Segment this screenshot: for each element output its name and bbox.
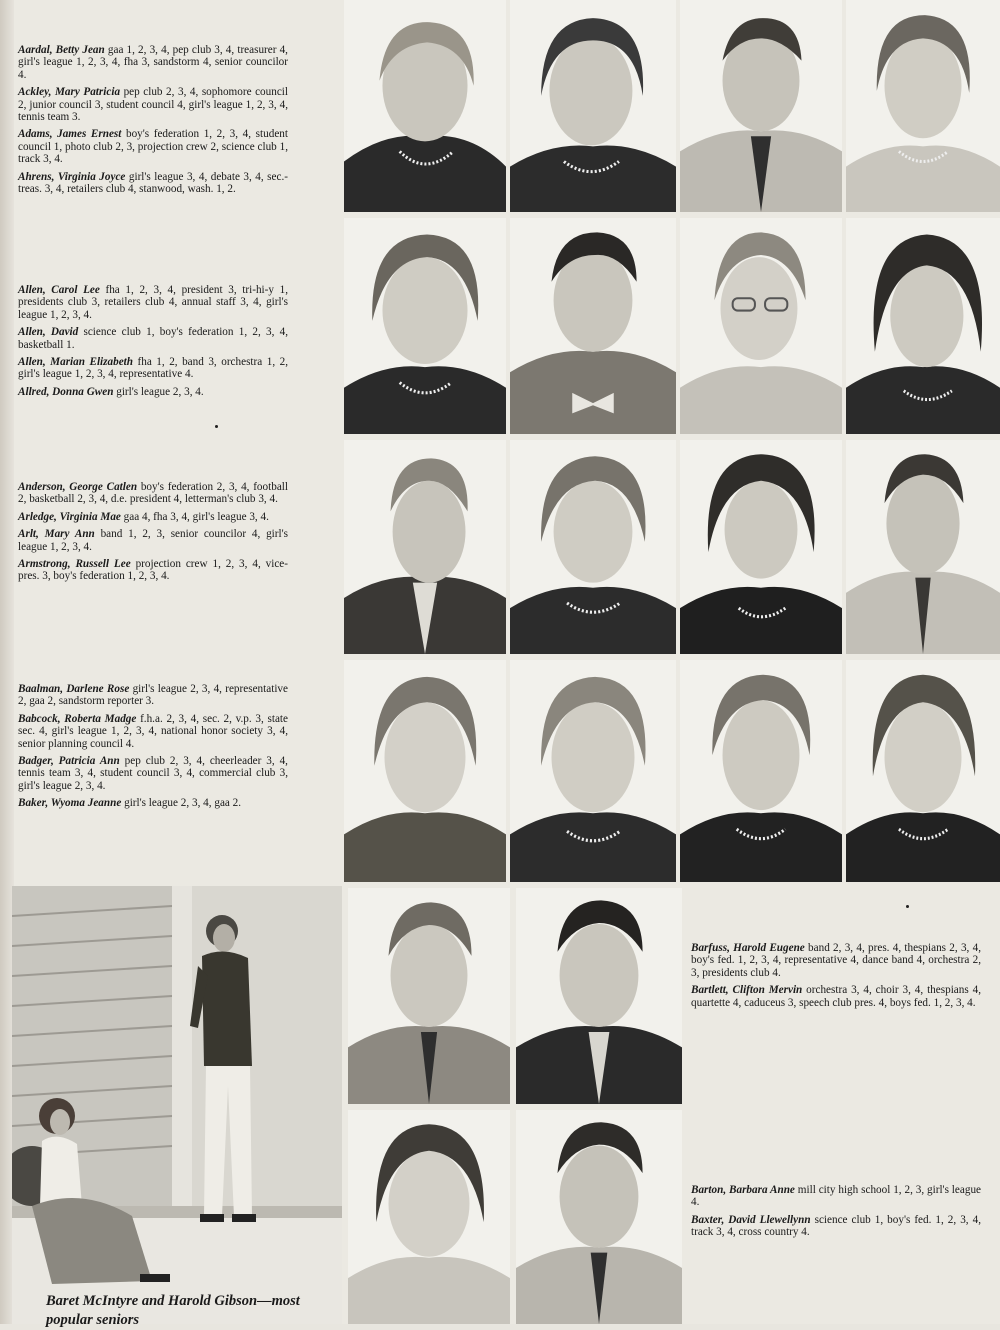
candid-photo-popular-seniors [12, 886, 342, 1324]
bio-entry: Babcock, Roberta Madge f.h.a. 2, 3, 4, sec. 2, v.p. 3, state sec. 4, girl's league 1, 2, 3, 4, national honor society 3, 4, senior planning council 4. [18, 712, 289, 750]
portrait-photo [516, 888, 682, 1104]
portrait-photo [348, 1110, 510, 1324]
senior-bios-group-2 [18, 284, 288, 403]
senior-bios-group-6 [691, 1184, 981, 1244]
portrait-photo [846, 660, 1000, 882]
bio-entry: Ahrens, Virginia Joyce girl's league 3, 4, debate 3, 4, sec.-treas. 3, 4, retailers club 4, stanwood, wash. 1, 2. [18, 170, 288, 196]
bio-entry: Barton, Barbara Anne mill city high school 1, 2, 3, girl's league 4. [691, 1184, 982, 1209]
senior-bios-group-3 [18, 481, 288, 588]
bio-entry: Allred, Donna Gwen girl's league 2, 3, 4. [18, 385, 204, 398]
candid-photo-caption: Baret McIntyre and Harold Gibson—most popular seniors [46, 1293, 300, 1328]
bio-entry: Arlt, Mary Ann band 1, 2, 3, senior councilor 4, girl's league 1, 2, 3, 4. [18, 528, 288, 553]
senior-bios-group-5 [691, 942, 981, 1014]
portrait-photo [344, 660, 506, 882]
bio-entry: Anderson, George Catlen boy's federation 2, 3, 4, football 2, basketball 2, 3, 4, d.e. president 4, letterman's club 3, 4. [18, 481, 289, 506]
bio-entry: Barfuss, Harold Eugene band 2, 3, 4, pres. 4, thespians 2, 3, 4, boy's fed. 1, 2, 3, 4, representative 4, dance band 4, orchestra 2, 3, presidents club 4. [691, 942, 981, 979]
portrait-photo [344, 218, 506, 434]
bio-entry: Armstrong, Russell Lee projection crew 1, 2, 3, 4, vice-pres. 3, boy's federation 1, 2, 3, 4. [18, 558, 288, 583]
portrait-photo [344, 0, 506, 212]
portrait-photo [344, 440, 506, 654]
portrait-photo [680, 218, 842, 434]
bio-entry: Bartlett, Clifton Mervin orchestra 3, 4, choir 3, 4, thespians 4, quartette 4, caduceus 3, speech club pres. 4, boys fed. 1, 2, 3, 4. [691, 984, 981, 1009]
portrait-photo [510, 440, 676, 654]
bio-entry: Arledge, Virginia Mae gaa 4, fha 3, 4, girl's league 3, 4. [18, 510, 269, 523]
portrait-photo [846, 440, 1000, 654]
bio-entry: Allen, Marian Elizabeth fha 1, 2, band 3, orchestra 1, 2, girl's league 1, 2, 3, 4, representative 4. [18, 356, 289, 381]
bio-entry: Allen, David science club 1, boy's federation 1, 2, 3, 4, basketball 1. [18, 326, 288, 351]
bio-entry: Badger, Patricia Ann pep club 2, 3, 4, cheerleader 3, 4, tennis team 3, 4, student council 3, 4, commercial club 3, girl's league 2, 3, 4. [18, 755, 288, 792]
portrait-photo [510, 218, 676, 434]
bio-entry: Allen, Carol Lee fha 1, 2, 3, 4, president 3, tri-hi-y 1, presidents club 3, retailers club 4, annual staff 3, 4, girl's league 1, 2, 3, 4. [18, 284, 288, 321]
bio-entry: Baalman, Darlene Rose girl's league 2, 3, 4, representative 2, gaa 2, sandstorm reporter 3. [18, 683, 288, 708]
portrait-photo [348, 888, 510, 1104]
bio-entry: Ackley, Mary Patricia pep club 2, 3, 4, sophomore council 2, junior council 3, student council 4, girl's league 1, 2, 3, 4, tennis team 3. [18, 86, 289, 124]
senior-bios-group-1 [18, 44, 288, 200]
portrait-photo [846, 0, 1000, 212]
portrait-photo [510, 0, 676, 212]
senior-bios-group-4 [18, 683, 288, 815]
bio-entry: Adams, James Ernest boy's federation 1, 2, 3, 4, student council 1, photo club 2, 3, projection crew 2, science club 1, track 3, 4. [18, 128, 288, 166]
bio-entry: Baxter, David Llewellynn science club 1, boy's fed. 1, 2, 3, 4, track 3, 4, cross country 4. [691, 1213, 981, 1239]
bio-entry: Baker, Wyoma Jeanne girl's league 2, 3, 4, gaa 2. [18, 797, 242, 810]
print-speck [906, 905, 909, 908]
bio-entry: Aardal, Betty Jean gaa 1, 2, 3, 4, pep club 3, 4, treasurer 4, girl's league 1, 2, 3, 4, fha 3, sandstorm 4, senior councilor 4. [18, 44, 288, 81]
portrait-photo [680, 440, 842, 654]
portrait-photo [516, 1110, 682, 1324]
portrait-photo [510, 660, 676, 882]
print-speck [215, 425, 218, 428]
portrait-photo [680, 660, 842, 882]
portrait-photo [680, 0, 842, 212]
portrait-photo [846, 218, 1000, 434]
